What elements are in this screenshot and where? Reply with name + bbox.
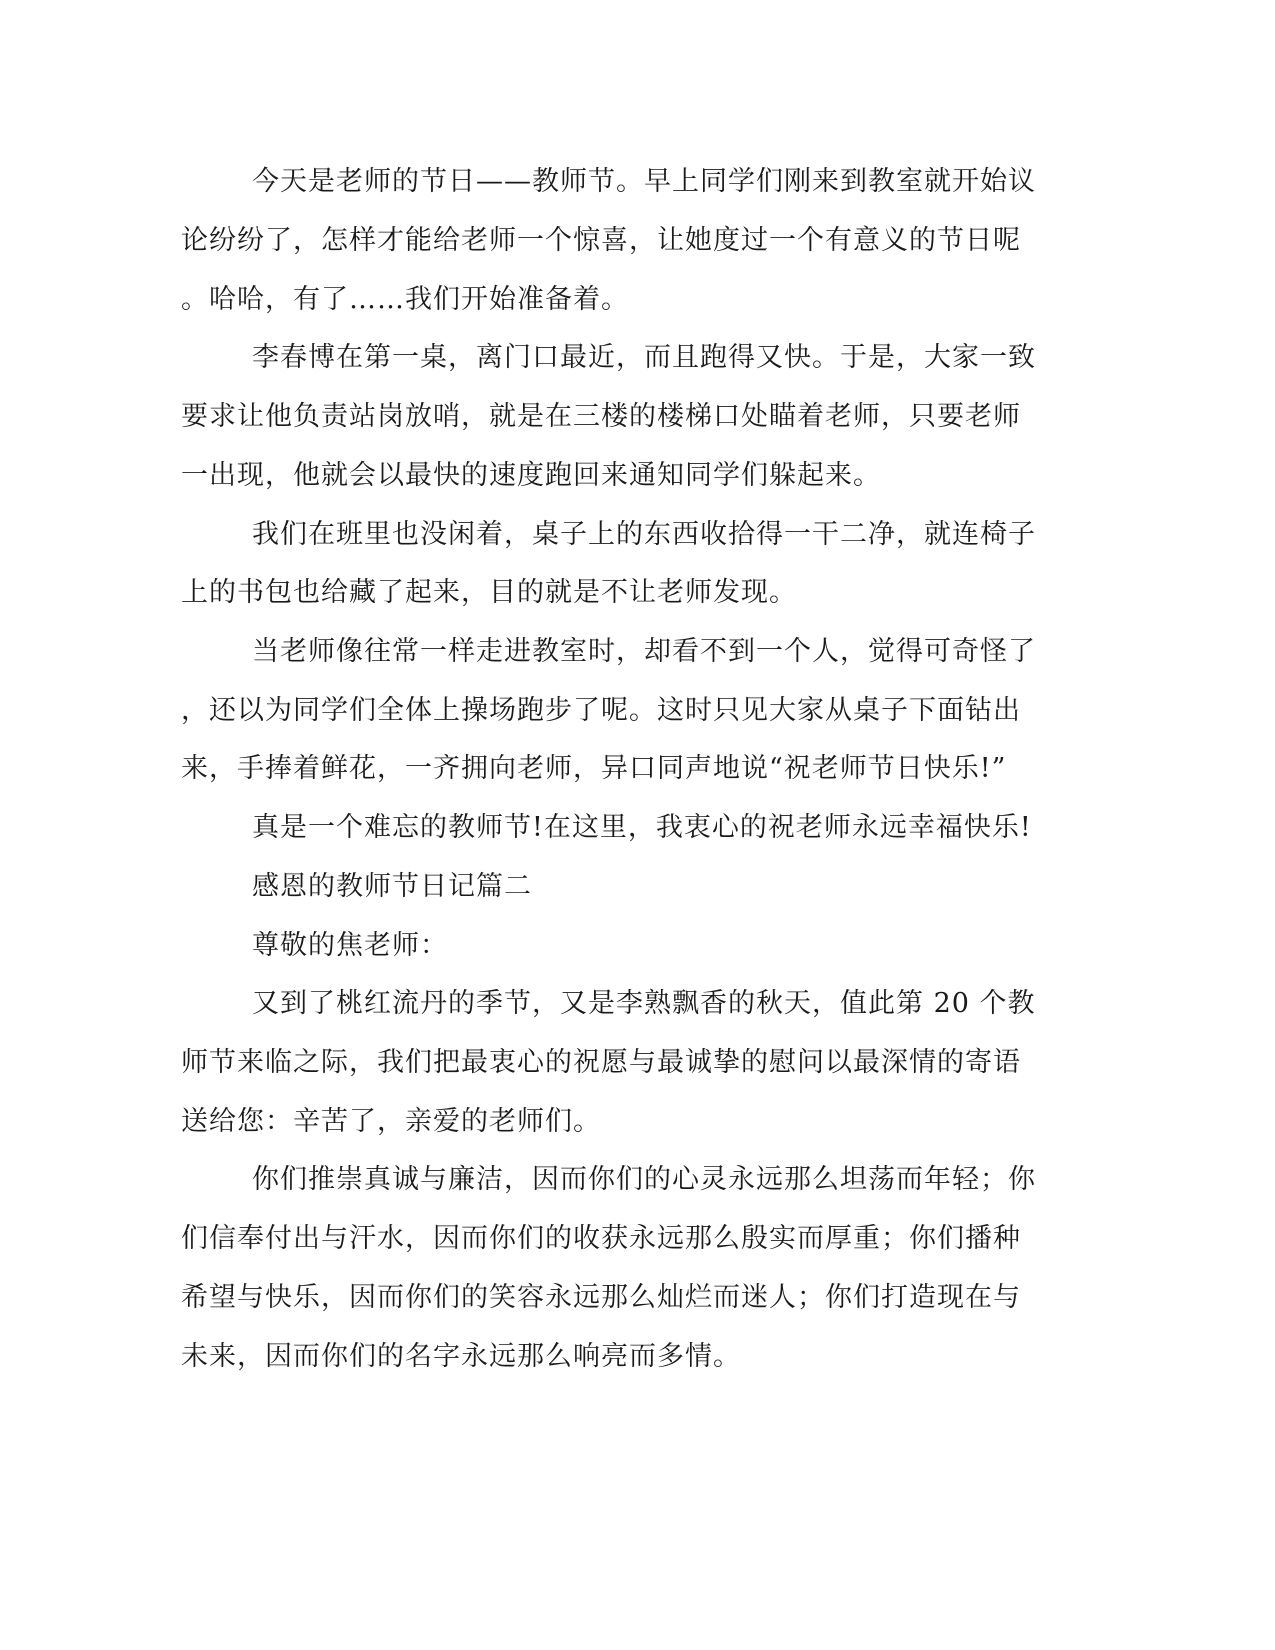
text-line: 李春博在第一桌，离门口最近，而且跑得又快。于是，大家一致 <box>252 342 1036 373</box>
text-line: 来，手捧着鲜花，一齐拥向老师，异口同声地说“祝老师节日快乐!” <box>181 753 1007 784</box>
text-line: 论纷纷了，怎样才能给老师一个惊喜，让她度过一个有意义的节日呢 <box>181 225 1021 256</box>
text-line: 今天是老师的节日——教师节。早上同学们刚来到教室就开始议 <box>252 166 1036 197</box>
text-line: 你们推崇真诚与廉洁，因而你们的心灵永远那么坦荡而年轻；你 <box>252 1164 1036 1195</box>
text-line: 一出现，他就会以最快的速度跑回来通知同学们躲起来。 <box>181 460 881 491</box>
text-line: 送给您：辛苦了，亲爱的老师们。 <box>181 1106 601 1137</box>
text-line: ，还以为同学们全体上操场跑步了呢。这时只见大家从桌子下面钻出 <box>181 695 1021 726</box>
text-line: 师节来临之际，我们把最衷心的祝愿与最诚挚的慰问以最深情的寄语 <box>181 1047 1021 1078</box>
text-line: 希望与快乐，因而你们的笑容永远那么灿烂而迷人；你们打造现在与 <box>181 1282 1021 1313</box>
text-line: 。哈哈，有了……我们开始准备着。 <box>181 284 629 315</box>
text-line: 我们在班里也没闲着，桌子上的东西收拾得一干二净，就连椅子 <box>252 519 1036 550</box>
section-heading: 感恩的教师节日记篇二 <box>252 871 532 902</box>
text-line: 当老师像往常一样走进教室时，却看不到一个人，觉得可奇怪了 <box>252 636 1036 667</box>
salutation: 尊敬的焦老师： <box>252 930 448 961</box>
text-line: 又到了桃红流丹的季节，又是李熟飘香的秋天，值此第 20 个教 <box>252 988 1036 1019</box>
text-line: 未来，因而你们的名字永远那么响亮而多情。 <box>181 1341 741 1372</box>
text-line: 上的书包也给藏了起来，目的就是不让老师发现。 <box>181 577 797 608</box>
text-line: 真是一个难忘的教师节!在这里，我衷心的祝老师永远幸福快乐! <box>252 812 1032 843</box>
text-line: 们信奉付出与汗水，因而你们的收获永远那么殷实而厚重；你们播种 <box>181 1223 1021 1254</box>
text-line: 要求让他负责站岗放哨，就是在三楼的楼梯口处瞄着老师，只要老师 <box>181 401 1021 432</box>
